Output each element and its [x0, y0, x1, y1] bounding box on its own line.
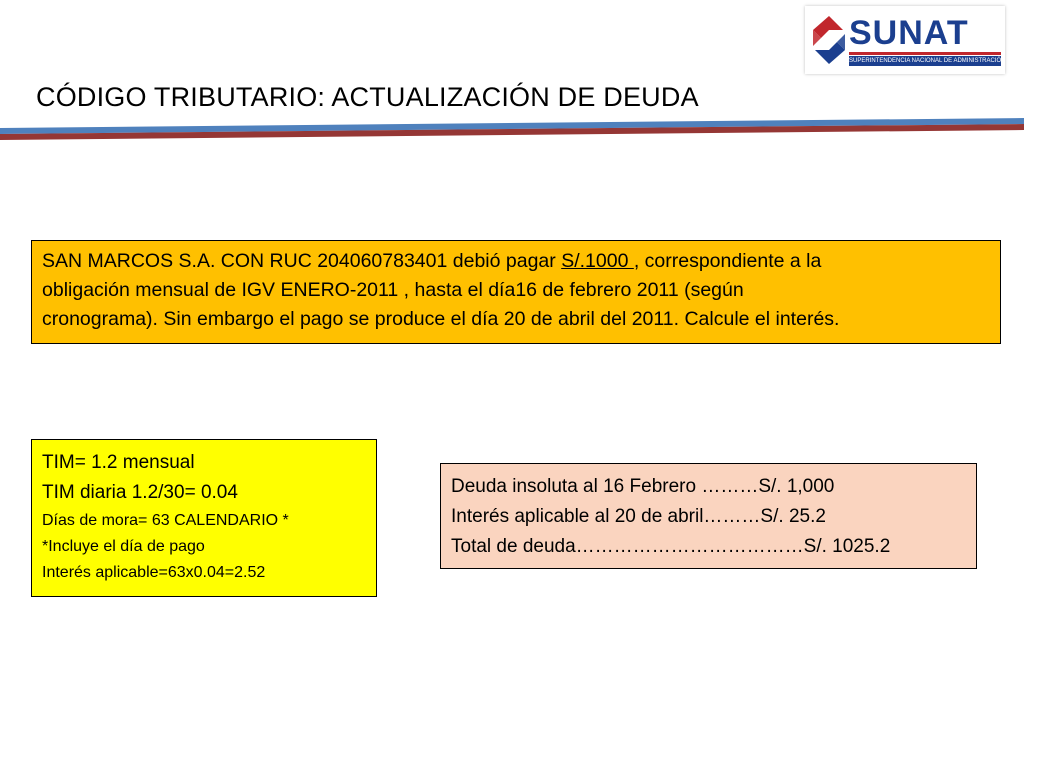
- header-stripes: [0, 112, 1024, 142]
- sunat-emblem-icon: [809, 14, 849, 66]
- tim-calculation-box: [31, 439, 377, 597]
- tim-daily: TIM diaria 1.2/30= 0.04: [42, 482, 238, 503]
- days-late: Días de mora= 63 CALENDARIO *: [42, 512, 289, 529]
- problem-line-2: obligación mensual de IGV ENERO-2011 , hasta el día16 de febrero 2011 (según: [42, 279, 744, 301]
- problem-text-end: , correspondiente a la: [633, 250, 822, 272]
- problem-statement-box: [31, 240, 1001, 344]
- debt-amount: S/.1000: [561, 250, 634, 272]
- total-debt: Total de deuda………………………………S/. 1025.2: [451, 536, 891, 557]
- debt-total-box: [440, 463, 977, 569]
- sunat-tagline: SUPERINTENDENCIA NACIONAL DE ADMINISTRACIÓN TRIBUTARIA: [849, 58, 1042, 64]
- original-debt: Deuda insoluta al 16 Febrero ………S/. 1,000: [451, 476, 835, 497]
- logo-divider: [849, 52, 1001, 55]
- slide-title: CÓDIGO TRIBUTARIO: ACTUALIZACIÓN DE DEUDA: [36, 82, 699, 112]
- sunat-wordmark: SUNAT: [849, 14, 969, 52]
- problem-text-start: SAN MARCOS S.A. CON RUC 204060783401 debió pagar: [42, 250, 562, 272]
- sunat-logo: [805, 6, 1042, 74]
- problem-line-1: [42, 247, 990, 276]
- tim-monthly: TIM= 1.2 mensual: [42, 452, 195, 473]
- applicable-interest: Interés aplicable=63x0.04=2.52: [42, 564, 266, 581]
- problem-line-3: cronograma). Sin embargo el pago se produce el día 20 de abril del 2011. Calcule el interés.: [42, 308, 840, 330]
- interest-amount: Interés aplicable al 20 de abril………S/. 25.2: [451, 506, 826, 527]
- days-late-note: *Incluye el día de pago: [42, 538, 205, 555]
